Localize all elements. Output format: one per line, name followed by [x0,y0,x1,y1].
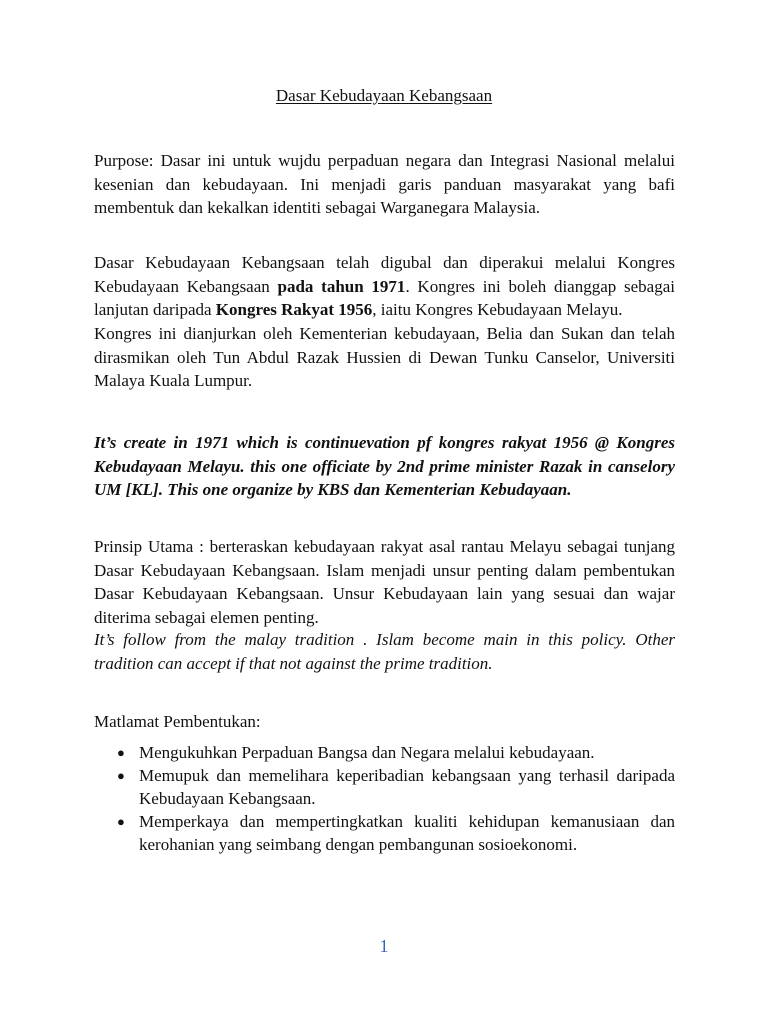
list-item-text: Memupuk dan memelihara keperibadian kebangsaan yang terhasil daripada Kebudayaan Kebangsaan. [139,766,675,808]
bullet-icon: ● [117,814,125,829]
document-title: Dasar Kebudayaan Kebangsaan [275,86,493,105]
dasar-bold-kongres: Kongres Rakyat 1956 [215,300,373,319]
matlamat-list [94,741,675,856]
dasar-text-3: , iaitu Kongres Kebudayaan Melayu. [372,300,623,319]
list-item-text: Mengukuhkan Perpaduan Bangsa dan Negara melalui kebudayaan. [139,743,595,762]
list-item [94,764,675,810]
page-number: 1 [379,936,389,956]
dasar-paragraph [94,251,675,322]
list-item [94,810,675,856]
english-note-2: It’s follow from the malay tradition . Islam become main in this policy. Other tradition can accept if that not against the prime tradition. [94,630,675,673]
bullet-icon: ● [117,745,125,760]
dasar-bold-year: pada tahun 1971 [277,276,406,296]
prinsip-paragraph: Prinsip Utama : berteraskan kebudayaan rakyat asal rantau Melayu sebagai tunjang Dasar Kebudayaan Kebangsaan. Islam menjadi unsur penting dalam pembentukan Dasar Kebudayaan Kebangsaan. Unsur Kebudayaan lain yang sesuai dan wajar diterima sebagai elemen penting. [94,537,675,627]
purpose-paragraph: Purpose: Dasar ini untuk wujdu perpaduan negara dan Integrasi Nasional melalui kesenian dan kebudayaan. Ini menjadi garis panduan masyarakat yang bafi membentuk dan kekalkan identiti sebagai Warganegara Malaysia. [94,151,675,217]
english-note-1: It’s create in 1971 which is continuevation pf kongres rakyat 1956 @ Kongres Kebudayaan Melayu. this one officiate by 2nd prime minister Razak in canselory UM [KL]. This one organize by KBS dan Kementerian Kebudayaan. [94,433,675,499]
list-item-text: Memperkaya dan mempertingkatkan kualiti kehidupan kemanusiaan dan kerohanian yang seimbang dengan pembangunan sosioekonomi. [139,812,675,854]
dasar-text-2: . Kongres ini boleh dianggap sebagai lanjutan daripada [94,276,675,319]
bullet-icon: ● [117,768,125,783]
list-item [94,741,675,764]
kongres-paragraph: Kongres ini dianjurkan oleh Kementerian kebudayaan, Belia dan Sukan dan telah dirasmikan oleh Tun Abdul Razak Hussien di Dewan Tunku Canselor, Universiti Malaya Kuala Lumpur. [94,324,675,390]
dasar-text-1: Dasar Kebudayaan Kebangsaan telah digubal dan diperakui melalui Kongres Kebudayaan Kebangsaan [94,253,675,296]
matlamat-heading: Matlamat Pembentukan: [94,712,261,731]
